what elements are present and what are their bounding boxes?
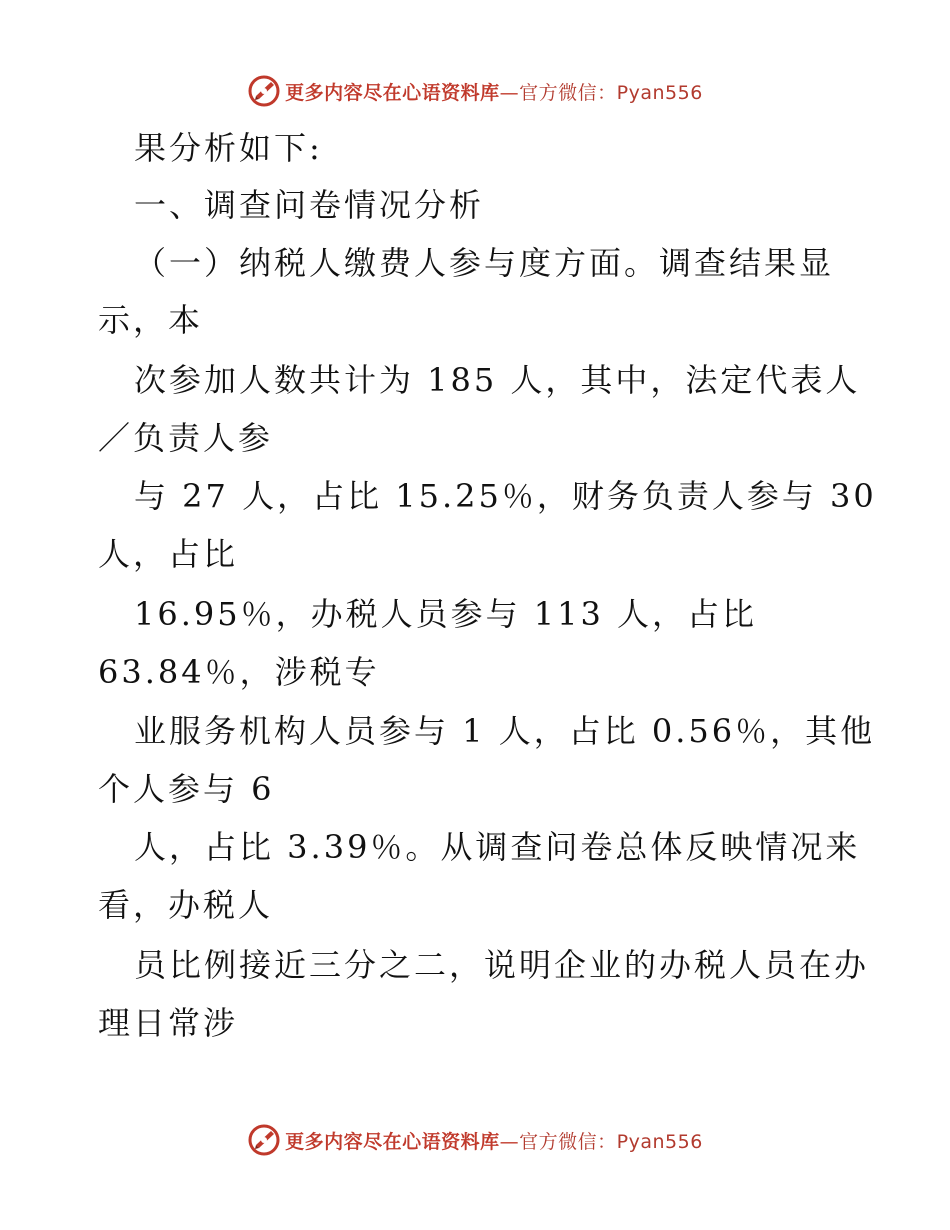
- text-line: 业服务机构人员参与 1 人，占比 0.56％，其他: [134, 712, 876, 750]
- watermark-main-text: 更多内容尽在心语资料库: [285, 1130, 500, 1153]
- text-line: 次参加人数共计为 185 人，其中，法定代表人: [134, 361, 861, 399]
- text-line: 理日常涉: [98, 1004, 239, 1042]
- watermark-text: [285, 78, 703, 105]
- text-line: 果分析如下:: [134, 129, 323, 167]
- text-line: 人，占比 3.39％。从调查问卷总体反映情况来: [134, 828, 861, 866]
- text-line: 63.84％，涉税专: [98, 653, 380, 691]
- text-line: 16.95％，办税人员参与 113 人，占比: [134, 595, 758, 633]
- text-line: （一）纳税人缴费人参与度方面。调查结果显: [134, 244, 835, 282]
- watermark-sub-text: 官方微信：Pyan556: [519, 81, 703, 104]
- watermark-separator: —: [499, 81, 520, 104]
- watermark-sub-text: 官方微信：Pyan556: [519, 1130, 703, 1153]
- text-line: 看，办税人: [98, 886, 274, 924]
- watermark-header: [0, 71, 950, 111]
- text-line: 人，占比: [98, 535, 239, 573]
- brand-logo-icon: [247, 74, 281, 108]
- text-line: ／负责人参: [98, 419, 274, 457]
- text-line: 个人参与 6: [98, 770, 275, 808]
- text-line: 示，本: [98, 301, 204, 339]
- text-line: 一、调查问卷情况分析: [134, 186, 485, 224]
- watermark-main-text: 更多内容尽在心语资料库: [285, 81, 500, 104]
- text-line: 员比例接近三分之二，说明企业的办税人员在办: [134, 946, 870, 984]
- watermark-footer: [0, 1120, 950, 1160]
- watermark-separator: —: [499, 1130, 520, 1153]
- watermark-text: [285, 1127, 703, 1154]
- brand-logo-icon: [247, 1123, 281, 1157]
- text-line: 与 27 人，占比 15.25％，财务负责人参与 30: [134, 477, 877, 515]
